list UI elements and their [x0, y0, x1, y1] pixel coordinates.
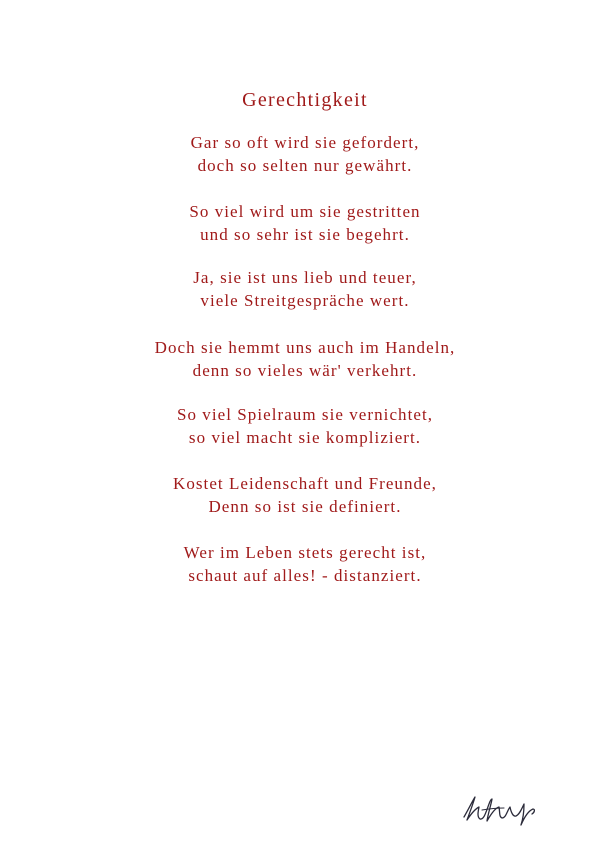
stanza-1 — [0, 131, 610, 177]
stanza-4 — [0, 336, 610, 382]
stanza-line: denn so vieles wär' verkehrt. — [192, 361, 418, 380]
stanza-5 — [0, 403, 610, 449]
stanza-line: Doch sie hemmt uns auch im Handeln, — [154, 338, 456, 357]
stanza-6 — [0, 472, 610, 518]
stanza-line: und so sehr ist sie begehrt. — [200, 225, 410, 244]
stanza-line: Gar so oft wird sie gefordert, — [190, 133, 420, 152]
stanza-line: so viel macht sie kompliziert. — [188, 428, 422, 447]
stanza-2 — [0, 200, 610, 246]
stanza-line: Wer im Leben stets gerecht ist, — [183, 543, 427, 562]
stanza-line: Ja, sie ist uns lieb und teuer, — [193, 268, 417, 287]
stanza-line: So viel wird um sie gestritten — [189, 202, 421, 221]
stanza-3 — [0, 266, 610, 312]
stanza-line: So viel Spielraum sie vernichtet, — [176, 405, 434, 424]
stanza-line: schaut auf alles! - distanziert. — [188, 566, 422, 585]
poem-title: Gerechtigkeit — [242, 89, 368, 111]
stanza-line: viele Streitgespräche wert. — [200, 291, 410, 310]
handwritten-signature-icon — [458, 790, 540, 828]
stanza-line: doch so selten nur gewährt. — [197, 156, 413, 175]
stanza-7 — [0, 541, 610, 587]
stanza-line: Denn so ist sie definiert. — [208, 497, 402, 516]
stanza-line: Kostet Leidenschaft und Freunde, — [173, 474, 437, 493]
